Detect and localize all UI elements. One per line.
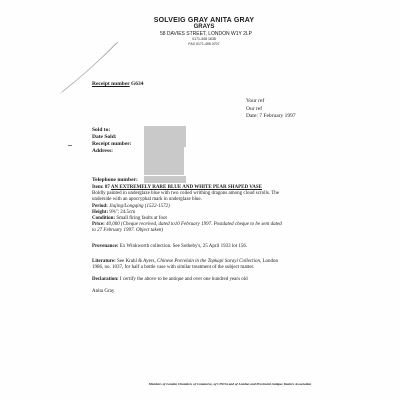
literature-text-line-2: 1986, no. 1037, for half a bottle vase with similar treatment of the subject matter. bbox=[92, 265, 255, 271]
receipt-number-field-label: Receipt number: bbox=[92, 141, 132, 147]
your-ref: Your ref bbox=[246, 98, 265, 104]
item-number: Item: 87 bbox=[92, 185, 110, 190]
footer-membership: Members of London Chambers of Commerce, of CINOA and of London and Provincial Antique Dealers Association bbox=[148, 382, 312, 386]
literature-book-title: Chinese Porcelain in the Topkapi Sarayi Collection, bbox=[157, 258, 262, 264]
address-redaction bbox=[144, 147, 184, 175]
letterhead-names: SOLVEIG GRAY ANITA GRAY bbox=[153, 17, 255, 24]
sold-to-redaction bbox=[144, 126, 186, 133]
provenance-label: Provenance: bbox=[92, 243, 119, 249]
address-label: Address: bbox=[92, 148, 113, 154]
letterhead-fax: FAX 0171-495 0707 bbox=[188, 41, 220, 46]
literature-text-a: See Krahl & Ayers, bbox=[117, 258, 156, 264]
receipt-number-heading bbox=[92, 81, 144, 87]
reference-block bbox=[246, 98, 296, 121]
letterhead-telephone: 0171-408 1638 bbox=[192, 37, 216, 41]
condition-label: Condition: bbox=[92, 216, 116, 222]
our-ref: Our ref bbox=[246, 105, 263, 112]
item-desc-line-1: Boldly painted in underglaze blue with two coiled writhing dragons among cloud scrolls. The bbox=[92, 191, 280, 197]
document-date: Date: 7 February 1997 bbox=[246, 113, 296, 119]
literature-text-c: London bbox=[262, 258, 279, 264]
price-label: Price: bbox=[92, 222, 105, 228]
price-value: 40,000 (Cheque received, dated to10 February 1997. Postdated cheque to be sent dated bbox=[106, 222, 282, 228]
period-label: Period: bbox=[92, 203, 108, 209]
height-value: 9⅝"; 24.5cm bbox=[109, 209, 136, 215]
telephone-redaction bbox=[144, 176, 186, 183]
declaration-text: I certify the above to be antique and over one hundred years old bbox=[119, 277, 248, 283]
date-sold-redaction bbox=[144, 133, 186, 140]
item-description bbox=[92, 185, 332, 296]
price-value-line-2: to 27 February 1997. Object taken) bbox=[92, 228, 164, 234]
sold-to-label: Sold to: bbox=[92, 127, 111, 133]
receipt-number-value: G634 bbox=[131, 81, 144, 87]
telephone-label: Telephone number: bbox=[92, 177, 138, 183]
receipt-number-redaction bbox=[144, 140, 186, 147]
declaration-label: Declaration: bbox=[92, 277, 119, 283]
receipt-number-label: Receipt number bbox=[92, 81, 130, 87]
decorative-sweep-lines bbox=[50, 40, 120, 100]
provenance-text: Ex Winkworth collection. See Sotheby's, 25 April 1933 lot 156. bbox=[119, 243, 248, 249]
condition-value: Small firing faults at foot bbox=[116, 216, 167, 222]
literature-label: Literature: bbox=[92, 258, 116, 264]
letterhead-firm: GRAYS bbox=[193, 24, 215, 30]
signature-name: Anita Gray bbox=[92, 289, 115, 295]
margin-mark bbox=[68, 145, 72, 146]
date-sold-label: Date Sold: bbox=[92, 134, 117, 140]
item-desc-line-2: underside with an apocryphal mark in underglaze blue. bbox=[92, 197, 202, 203]
letterhead-address: 58 DAVIES STREET, LONDON W1Y 2LP bbox=[159, 31, 253, 37]
period-value: Jiajing/Longqing (1522-1572) bbox=[109, 203, 170, 209]
item-title: AN EXTREMELY RARE BLUE AND WHITE PEAR SHAPED VASE bbox=[110, 185, 262, 190]
height-label: Height: bbox=[92, 209, 109, 215]
